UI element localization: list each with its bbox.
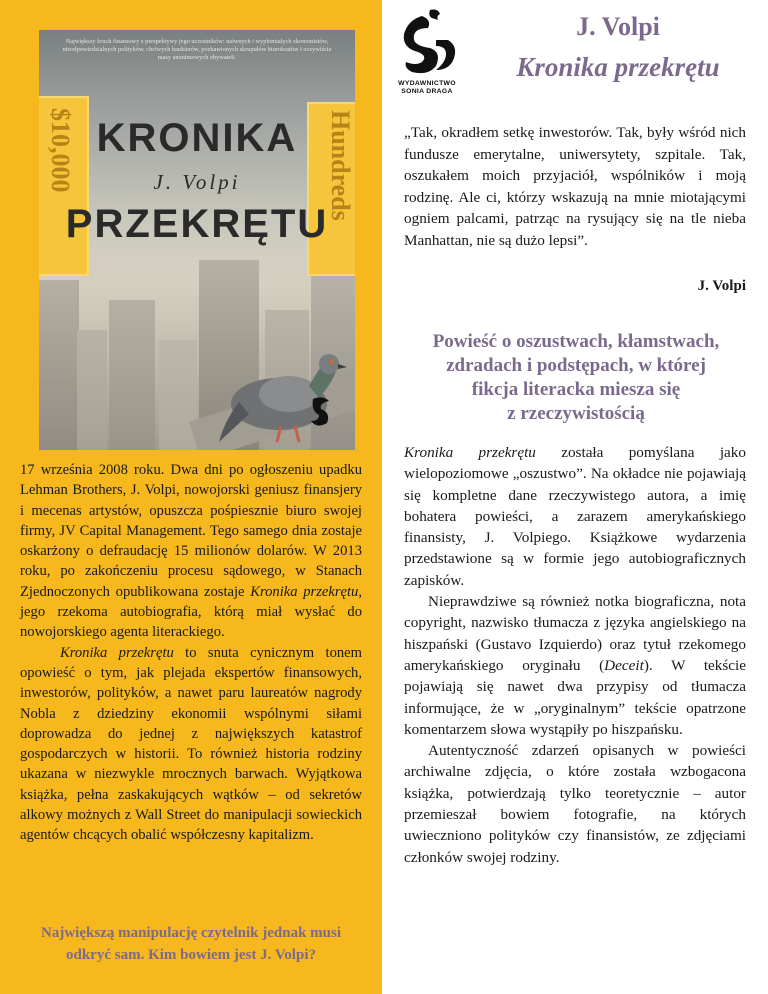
banknote-right: Hundreds <box>307 102 355 276</box>
left-paragraph-1: 17 września 2008 roku. Dwa dni po ogłoszeniu upadku Lehman Brothers, J. Volpi, nowojorski geniusz finansjery i mecenas artystów, opuszcza pośpiesznie biuro swojej firmy, JV Capital Management. Tego samego dnia zostaje oskarżony o defraudację 15 milionów dolarów. W 2013 roku, po zakończeniu procesu sądowego, w Stanach Zjednoczonych opublikowana zostaje Kronika przekrętu, jego rzekoma autobiografia, którą miał wysłać do nowojorskiego agenta literackiego. <box>20 462 362 641</box>
quote-signature: J. Volpi <box>697 278 746 294</box>
left-description <box>20 460 362 846</box>
cover-publisher-logo <box>309 395 337 429</box>
cover-title-line2: PRZEKRĘTU <box>65 202 329 246</box>
cover-title-line1: KRONIKA <box>96 116 298 160</box>
author-quote: „Tak, okradłem setkę inwestorów. Tak, były wśród nich fundusze emerytalne, uniwersytety, szpitale. Tak, oszukałem moich przyjaciół, wspólników i moją rodzinę. Ale ci, którzy wskazują na mnie miotającymi ogniem palcami, patrząc na rysujący się na tle nieba Manhattan, nie są dużo lepsi”. <box>404 124 746 249</box>
right-paragraph-2: Nieprawdziwe są również notka biograficzna, nota copyright, nazwisko tłumacza z języka angielskiego na hiszpański (Gustavo Izquierdo) oraz tytuł rzekomego amerykańskiego oryginału (Deceit). W tekście pojawiają się nawet dwa przypisy od tłumacza informujące, że w „oryginalnym” tekście opatrzone komentarzem słowa wystąpiły po hiszpańsku. <box>404 593 746 738</box>
header-book-title: Kronika przekrętu <box>516 52 720 82</box>
banknote-left: $10,000 <box>39 96 89 276</box>
header-author: J. Volpi <box>576 12 660 41</box>
left-column <box>0 0 382 994</box>
publisher-logo <box>392 6 462 78</box>
left-paragraph-2: Kronika przekrętu to snuta cynicznym tonem opowieść o tym, jak plejada ekspertów finansowych, inwestorów, polityków, a nawet paru laureatów nagrody Nobla z dziedziny ekonomii wspólnymi siłami doprowadza do jednej z największych katastrof gospodarczych w historii. To również historia rodziny ukazana w niezwykle mrocznych barwach. Wyjątkowa książka, pełna zaskakujących wątków – od sekretów alkowy możnych z Wall Street do manipulacji sowieckich agentów chcących obalić współczesny kapitalizm. <box>20 644 362 844</box>
cover-tagline: Największy kruch finansowy z perspektywy jego uczestników: naiwnych i wyplomialych ekonomistów, nieodpowiedzialnych polityków, chciwych bankierów, pozbawionych skrupułów biurokratów i oczywiście masy anonimowych obywateli. <box>62 38 332 62</box>
left-highlight: Największą manipulację czytelnik jednak musi odkryć sam. Kim bowiem jest J. Volpi? <box>41 925 341 963</box>
right-paragraph-3: Autentyczność zdarzeń opisanych w powieści archiwalne zdjęcia, o które została wzbogacona książka, potwierdzają tylko teoretycznie – autor przemieszał bowiem fotografie, na których uwieczniono polityków czy finansistów, ze zdjęciami członków swojej rodziny. <box>404 742 746 866</box>
right-description <box>404 442 746 868</box>
book-cover-image <box>39 30 355 450</box>
right-paragraph-1: Kronika przekrętu została pomyślana jako wielopoziomowe „oszustwo”. Na okładce nie pojawiają się kompletne dane rzeczywistego autora, a imię bohatera powieści, a zarazem amerykańskiego finansisty, J. Volpiego. Książkowe wydarzenia przedstawione są w formie jego autobiograficznych zapisków. <box>404 444 746 589</box>
publisher-name: WYDAWNICTWO SONIA DRAGA <box>398 80 456 95</box>
section-heading: Powieść o oszustwach, kłamstwach, zdradach i podstępach, w której fikcja literacka miesza się z rzeczywistością <box>432 331 720 424</box>
cover-author: J. Volpi <box>153 170 241 194</box>
